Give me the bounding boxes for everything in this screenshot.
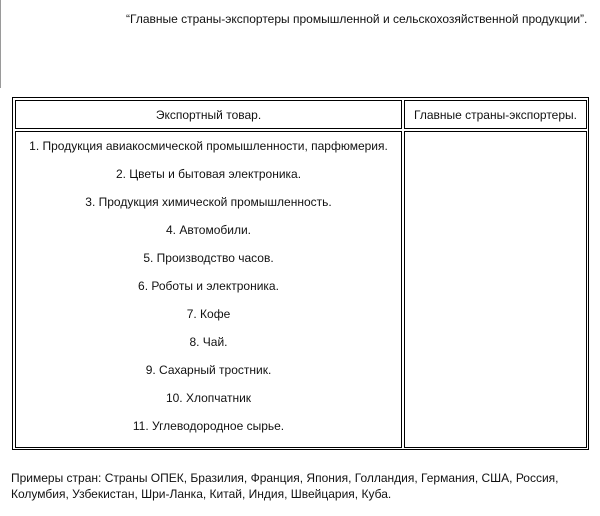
list-item: 6. Роботы и электроника.: [138, 279, 279, 293]
list-item: 2. Цветы и бытовая электроника.: [115, 167, 302, 181]
list-item: 9. Сахарный тростник.: [145, 363, 272, 377]
list-item: 3. Продукция химической промышленность.: [85, 195, 332, 209]
page-title: “Главные страны-экспортеры промышленной и сельскохозяйственной продукции”.: [126, 12, 588, 26]
column-header-countries-label: Главные страны-экспортеры.: [414, 107, 577, 122]
list-item: 10. Хлопчатник: [165, 391, 252, 405]
countries-cell: [404, 131, 587, 448]
list-item: 7. Кофе: [186, 307, 231, 321]
list-item: 8. Чай.: [189, 335, 228, 349]
export-table: [12, 97, 589, 450]
column-header-countries: [404, 100, 587, 129]
list-item: 5. Производство часов.: [143, 251, 274, 265]
left-edge-line: [0, 0, 1, 88]
column-header-product: [15, 100, 402, 129]
list-item: 11. Углеводородное сырье.: [132, 419, 285, 433]
list-item: 4. Автомобили.: [165, 223, 252, 237]
products-cell: [15, 131, 402, 448]
list-item: 1. Продукция авиакосмической промышленности, парфюмерия.: [29, 139, 388, 153]
country-examples: Примеры стран: Страны ОПЕК, Бразилия, Франция, Япония, Голландия, Германия, США, Россия, Колумбия, Узбекистан, Шри-Ланка, Китай, Индия, Швейцария, Куба.: [11, 471, 559, 501]
column-header-product-label: Экспортный товар.: [155, 107, 262, 122]
